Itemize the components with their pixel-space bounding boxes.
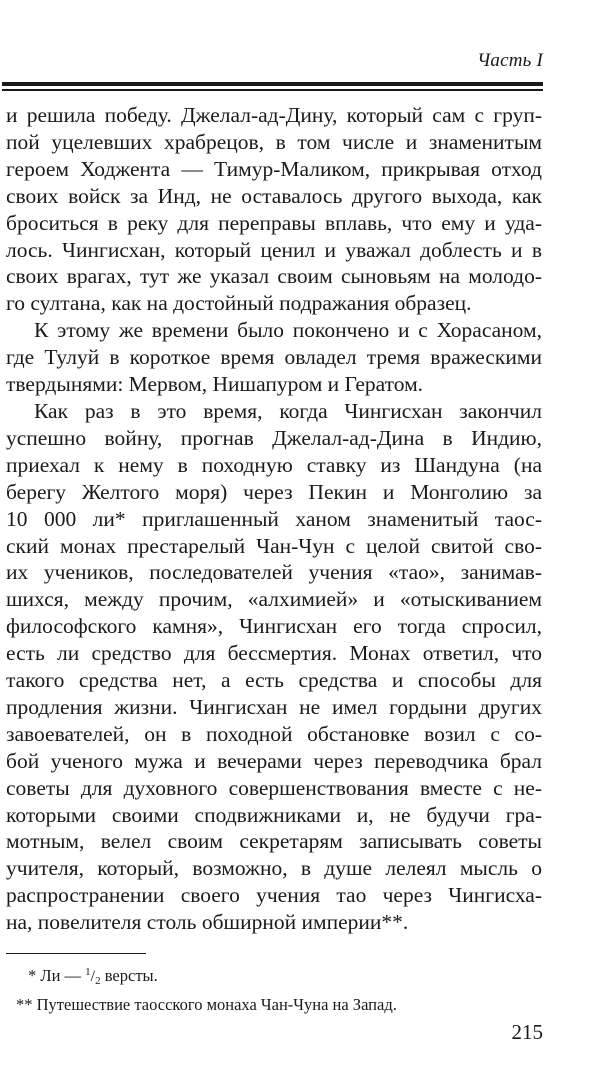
text-line: где Тулуй в короткое время овладел тремя вражескими <box>6 345 542 370</box>
footnote-text: Ли — <box>40 966 86 985</box>
footnote-rule <box>6 953 146 954</box>
text-line: твердынями: Мервом, Нишапуром и Гератом. <box>6 372 424 397</box>
text-line: продления жизни. Чингисхан не имел гордыни других <box>6 694 542 719</box>
text-line: завоевателей, он в походной обстановке возил с со- <box>6 721 542 746</box>
fraction-slash: / <box>90 968 96 985</box>
footnote-marker: ** <box>16 995 33 1014</box>
header-rule-thick <box>2 82 543 86</box>
text-line: их учеников, последователей учения «тао», занимав- <box>6 560 542 585</box>
text-line: которыми своими сподвижниками и, не будучи гра- <box>6 802 542 827</box>
text-line: есть ли средство для бессмертия. Монах ответил, что <box>6 641 542 666</box>
footnote-2 <box>16 993 397 1017</box>
text-line: такого средства нет, а есть средства и способы для <box>6 668 542 693</box>
text-line: 10 000 ли* приглашенный ханом знаменитый таос- <box>6 506 542 531</box>
text-line: мотным, велел своим секретарям записывать советы <box>6 829 542 854</box>
text-line: успешно войну, прогнав Джелал-ад-Дина в Индию, <box>6 425 542 450</box>
text-line: распространении своего учения тао через Чингисха- <box>6 883 542 908</box>
text-line: К этому же времени было покончено и с Хорасаном, <box>34 318 542 343</box>
text-line: героем Ходжента — Тимур-Маликом, прикрывая отход <box>6 156 542 181</box>
text-line: и решила победу. Джелал-ад-Дину, который сам с груп- <box>6 103 542 127</box>
footnote-1 <box>28 960 397 993</box>
text-line: своих врагах, тут же указал своим сыновьям на молодо- <box>6 264 542 289</box>
text-line: броситься в реку для переправы вплавь, что ему и уда- <box>6 210 542 235</box>
header-rule-thin <box>2 89 543 91</box>
footnote-text: версты. <box>100 966 158 985</box>
footnotes <box>16 960 397 1017</box>
fraction-numerator: 1 <box>85 966 91 978</box>
text-line: приехал к нему в походную ставку из Шандуна (на <box>6 452 542 477</box>
text-line: го султана, как на достойный подражания образец. <box>6 291 472 316</box>
text-line: берегу Желтого моря) через Пекин и Монголию за <box>6 479 542 504</box>
footnote-text: Путешествие таосского монаха Чан-Чуна на Запад. <box>36 995 397 1014</box>
text-line: Как раз в это время, когда Чингисхан закончил <box>34 398 542 423</box>
text-line: на, повелителя столь обширной империи**. <box>6 910 409 935</box>
fraction-denominator: 2 <box>95 975 101 987</box>
text-line: пой уцелевших храбрецов, в том числе и знаменитым <box>6 129 542 154</box>
running-head: Часть I <box>477 50 543 71</box>
text-line: ский монах престарелый Чан-Чун с целой свитой сво- <box>6 533 542 558</box>
text-line: философского камня», Чингисхан его тогда спросил, <box>6 614 542 639</box>
fraction <box>85 968 100 985</box>
text-line: шихся, между прочим, «алхимией» и «отыскиванием <box>6 587 542 612</box>
text-line: бой ученого мужа и вечерами через переводчика брал <box>6 748 542 773</box>
footnote-marker: * <box>28 966 37 985</box>
text-line: советы для духовного совершенствования вместе с не- <box>6 775 542 800</box>
page-number: 215 <box>511 1020 543 1044</box>
body-text <box>6 102 542 936</box>
text-line: учителя, который, возможно, в душе лелеял мысль о <box>6 856 542 881</box>
text-line: своих войск за Инд, не оставалось другого выхода, как <box>6 183 542 208</box>
text-line: лось. Чингисхан, который ценил и уважал доблесть и в <box>6 237 542 262</box>
